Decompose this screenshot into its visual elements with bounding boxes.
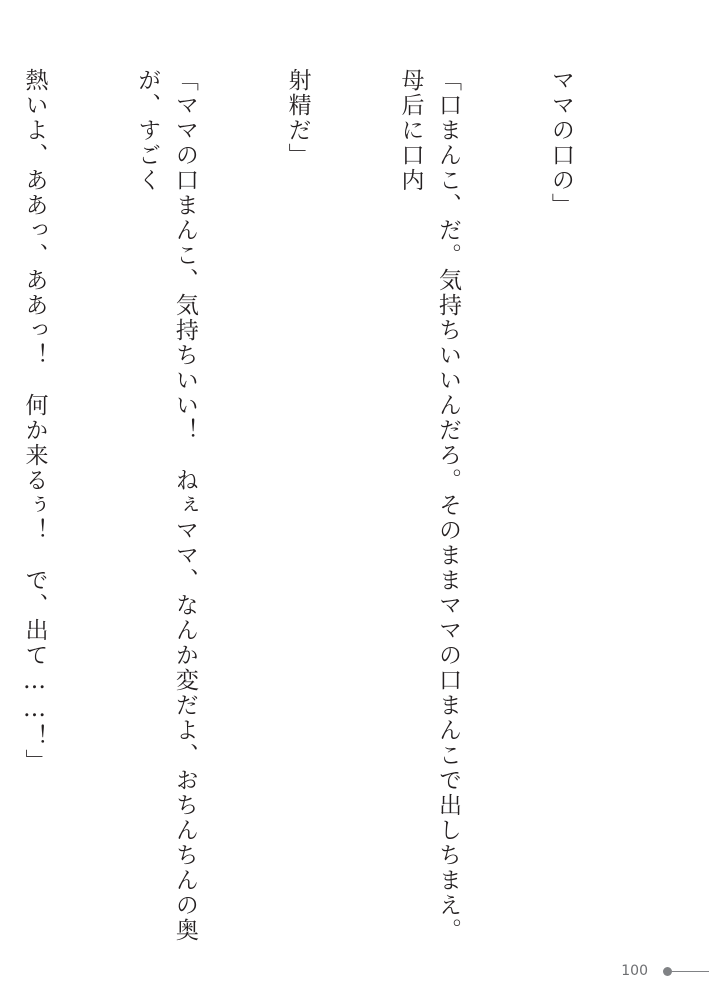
vertical-text-body bbox=[21, 68, 654, 948]
page-number-rule bbox=[672, 971, 709, 972]
text-line: 射精だ」 bbox=[284, 68, 311, 168]
text-line: 「口まんこ、だ。気持ちいいんだろ。そのままママの口まんこで出しちまえ。母后に口内 bbox=[397, 68, 462, 943]
page-number: 100 bbox=[621, 963, 648, 979]
text-line: 熱いよ、ああっ、ああっ！ 何か来るぅ！ で、出て……！」 bbox=[21, 68, 48, 774]
page-number-dot-icon bbox=[663, 967, 672, 976]
text-line: ママの口の」 bbox=[547, 68, 574, 218]
text-line: 「ママの口まんこ、気持ちいい！ ねぇママ、なんか変だよ、おちんちんの奥が、すごく bbox=[134, 68, 198, 943]
